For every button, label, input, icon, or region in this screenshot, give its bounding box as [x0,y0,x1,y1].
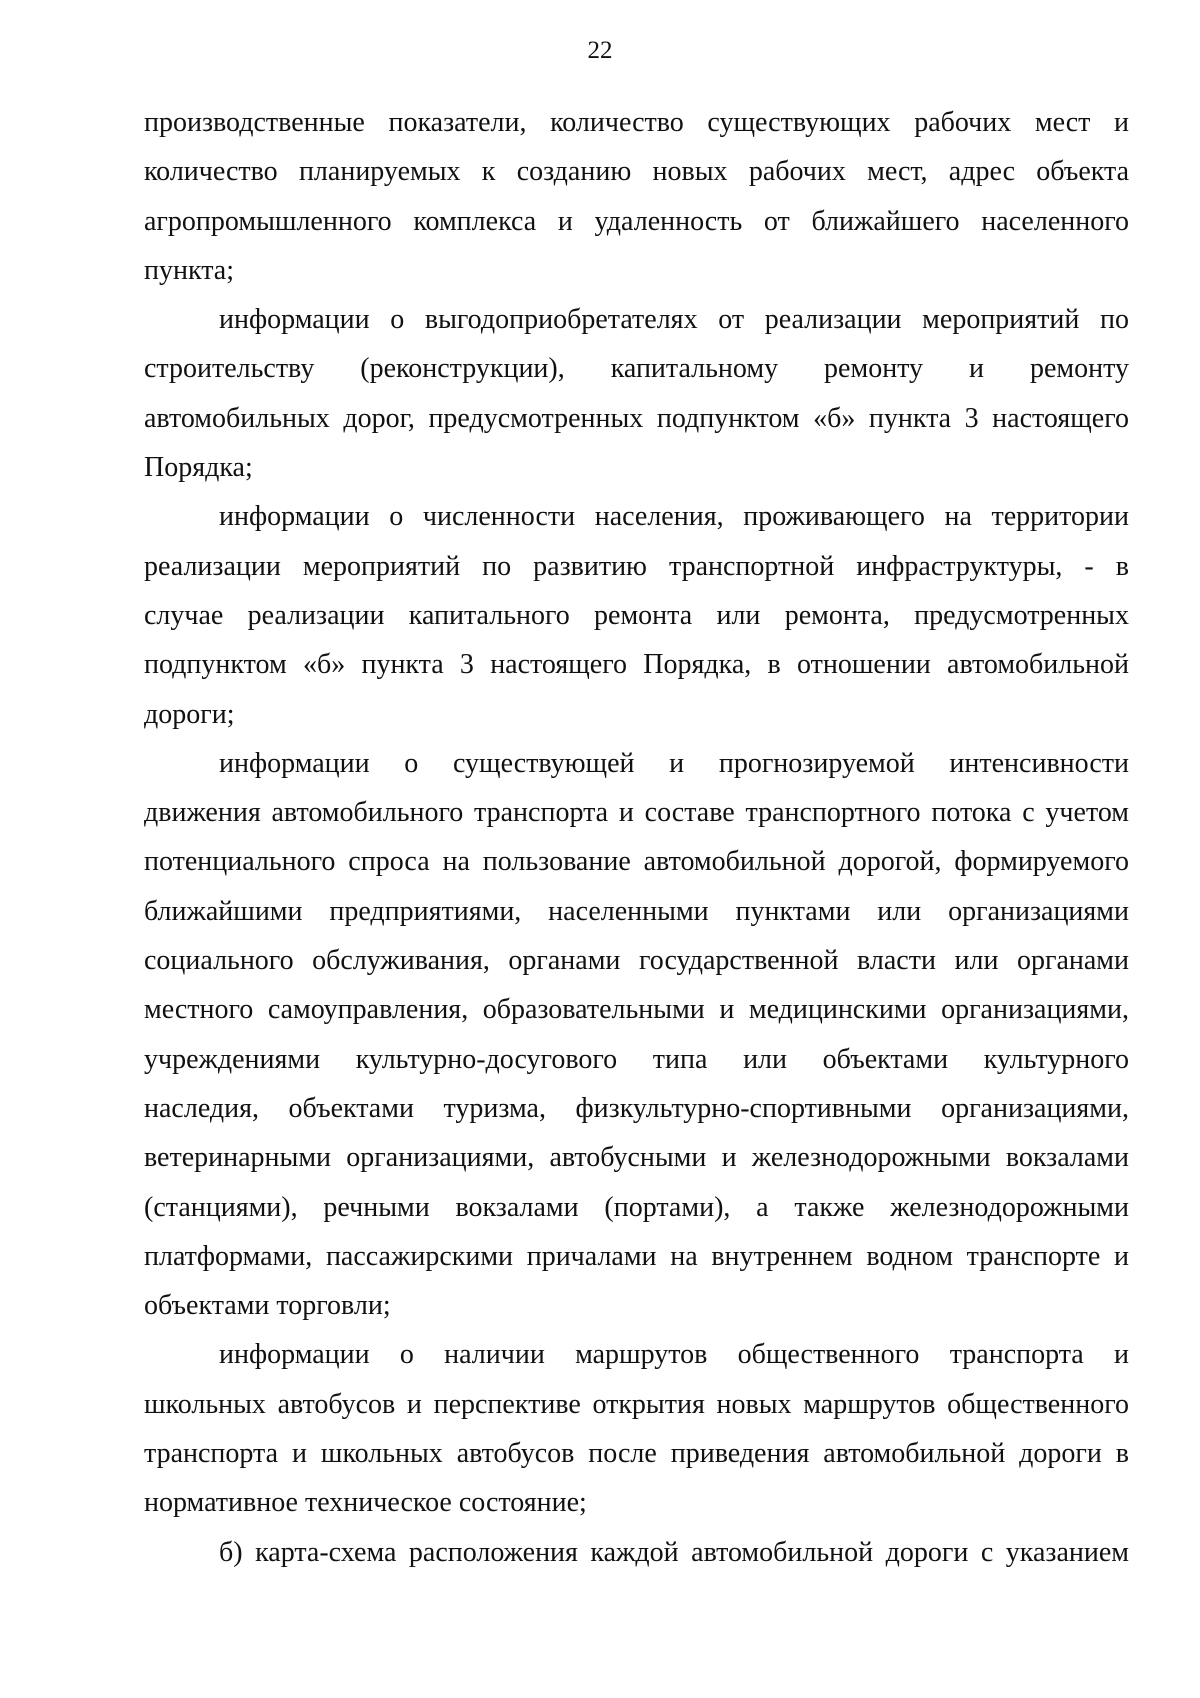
text-line: информации о численности населения, проживающего на территории [219,501,1129,533]
text-line: подпунктом «б» пункта 3 настоящего Порядка, в отношении автомобильной [144,649,1129,681]
text-line: количество планируемых к созданию новых рабочих мест, адрес объекта [144,156,1129,188]
text-line: местного самоуправления, образовательными и медицинскими организациями, [144,994,1129,1026]
paragraph-public-transport-routes [144,1330,1129,1527]
text-line: реализации мероприятий по развитию транспортной инфраструктуры, - в [144,550,1129,582]
paragraph-map-scheme [144,1528,1129,1577]
paragraph-beneficiaries [144,295,1129,492]
text-line: информации о существующей и прогнозируемой интенсивности [219,747,1129,779]
text-line: Порядка; [144,452,253,484]
text-line: автомобильных дорог, предусмотренных подпунктом «б» пункта 3 настоящего [144,402,1129,434]
text-line: агропромышленного комплекса и удаленность от ближайшего населенного [144,205,1129,237]
text-line: информации о выгодоприобретателях от реализации мероприятий по [219,304,1129,336]
paragraph-enterprise-indicators [144,98,1129,295]
text-line: нормативное техническое состояние; [144,1487,587,1519]
text-line: движения автомобильного транспорта и составе транспортного потока с учетом [144,797,1129,829]
text-line: производственные показатели, количество существующих рабочих мест и [144,107,1129,138]
text-line: школьных автобусов и перспективе открытия новых маршрутов общественного [144,1388,1129,1420]
paragraph-traffic-intensity [144,739,1129,1331]
text-line: б) карта-схема расположения каждой автомобильной дороги с указанием [219,1536,1129,1568]
text-line: дороги; [144,698,235,730]
text-line: наследия, объектами туризма, физкультурно-спортивными организациями, [144,1092,1129,1124]
text-line: потенциального спроса на пользование автомобильной дорогой, формируемого [144,846,1129,878]
text-line: информации о наличии маршрутов общественного транспорта и [219,1339,1129,1371]
text-line: случае реализации капитального ремонта или ремонта, предусмотренных [144,599,1129,631]
text-line: платформами, пассажирскими причалами на внутреннем водном транспорте и [144,1240,1129,1272]
text-line: строительству (реконструкции), капитальному ремонту и ремонту [144,353,1129,385]
text-line: транспорта и школьных автобусов после приведения автомобильной дороги в [144,1438,1129,1470]
body-text [144,98,1129,1577]
text-line: ближайшими предприятиями, населенными пунктами или организациями [144,895,1129,927]
text-line: социального обслуживания, органами государственной власти или органами [144,945,1129,977]
text-line: учреждениями культурно-досугового типа или объектами культурного [144,1043,1129,1075]
text-line: пункта; [144,254,234,286]
text-line: ветеринарными организациями, автобусными и железнодорожными вокзалами [144,1142,1129,1174]
text-line: объектами торговли; [144,1290,391,1322]
paragraph-population [144,492,1129,738]
text-line: (станциями), речными вокзалами (портами), а также железнодорожными [144,1191,1129,1223]
page-number: 22 [587,37,613,64]
